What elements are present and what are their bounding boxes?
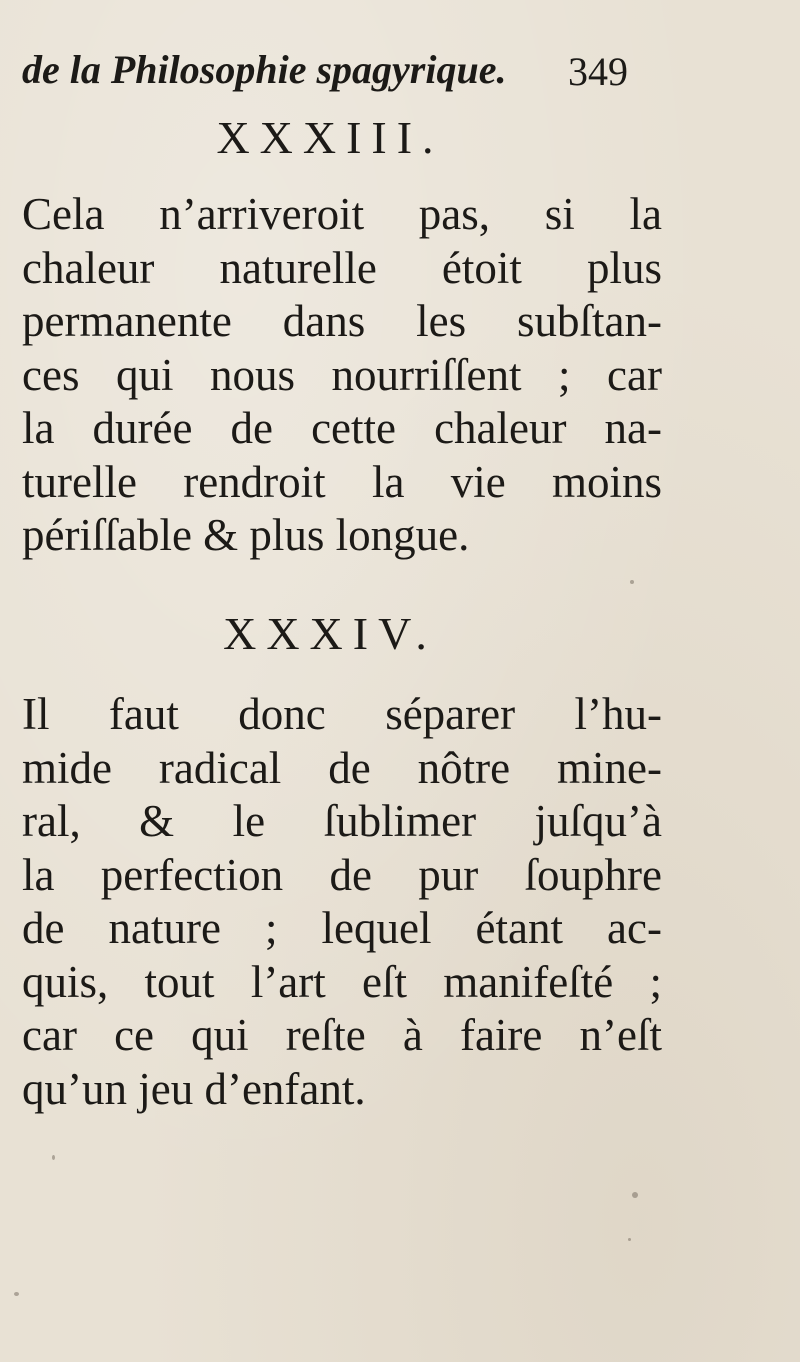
text-line: quis, tout l’art eſt manifeſté ; xyxy=(22,956,662,1007)
text-line: chaleur naturelle étoit plus xyxy=(22,242,662,293)
paragraph-33 xyxy=(22,188,662,563)
paragraph-34 xyxy=(22,688,662,1116)
text-line: ces qui nous nourriſſent ; car xyxy=(22,349,662,400)
section-heading-34: XXXIV. xyxy=(223,608,437,659)
text-line: turelle rendroit la vie moins xyxy=(22,456,662,507)
section-heading-33: XXXIII. xyxy=(216,112,444,163)
text-line: de nature ; lequel étant ac- xyxy=(22,903,662,953)
text-line: la durée de cette chaleur na- xyxy=(22,403,662,453)
text-line: ral, & le ſublimer juſqu’à xyxy=(22,796,662,846)
paper-speck xyxy=(628,1238,631,1241)
text-line: qu’un jeu d’enfant. xyxy=(22,1063,366,1114)
text-line: Cela n’arriveroit pas, si la xyxy=(22,189,662,239)
paper-speck xyxy=(14,1292,19,1296)
text-line: la perfection de pur ſouphre xyxy=(22,849,662,900)
text-line: car ce qui reſte à faire n’eſt xyxy=(22,1010,662,1060)
page-number: 349 xyxy=(568,49,628,94)
text-line: périſſable & plus longue. xyxy=(22,510,470,560)
paper-speck xyxy=(52,1155,55,1160)
text-line: Il faut donc séparer l’hu- xyxy=(22,689,662,739)
paper-speck xyxy=(630,580,634,584)
running-head: de la Philosophie spagyrique. xyxy=(22,47,507,92)
text-line: mide radical de nôtre mine- xyxy=(22,742,662,793)
paper-speck xyxy=(632,1192,638,1198)
text-line: permanente dans les subſtan- xyxy=(22,296,662,346)
